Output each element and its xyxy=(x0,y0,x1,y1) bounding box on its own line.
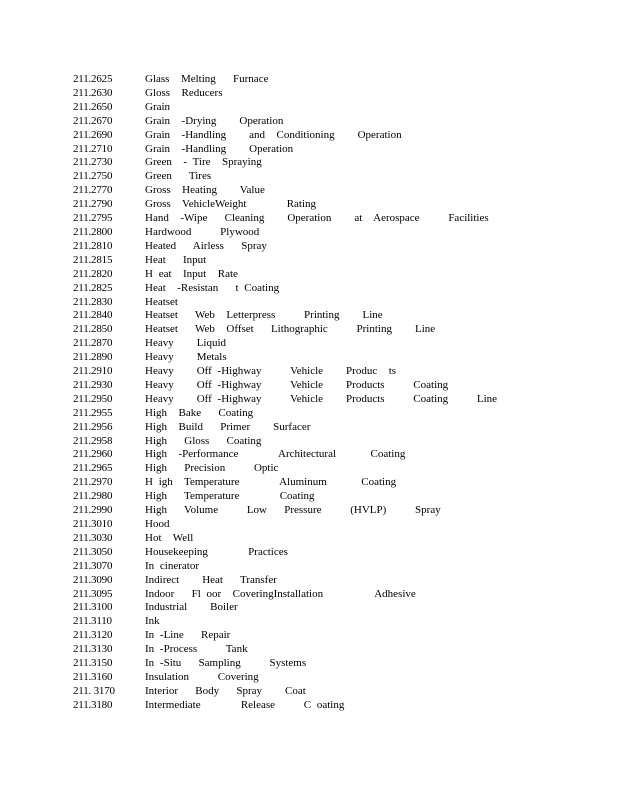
section-number: 211.2650 xyxy=(73,100,113,113)
definition-row xyxy=(73,546,497,560)
section-number: 211.2910 xyxy=(73,365,113,378)
definition-row xyxy=(73,532,497,546)
section-number: 211.2850 xyxy=(73,323,113,336)
definition-row xyxy=(73,407,497,421)
definition-row xyxy=(73,323,497,337)
defined-term: Hood xyxy=(145,518,170,530)
section-number: 211.2965 xyxy=(73,462,113,475)
defined-term: Industrial Boiler xyxy=(145,601,238,614)
section-number: 211.2800 xyxy=(73,225,113,238)
definition-row xyxy=(73,560,497,574)
section-number: 211.3100 xyxy=(73,601,113,614)
definition-row xyxy=(73,699,497,713)
defined-term: Heavy Liquid xyxy=(145,337,227,350)
defined-term: Heated Airless Spray xyxy=(145,239,267,252)
section-number: 211.2820 xyxy=(73,267,113,280)
defined-term: Ink xyxy=(145,615,160,628)
definition-row xyxy=(73,184,497,198)
defined-term: High Build Primer Surfacer xyxy=(145,420,311,433)
definition-row xyxy=(73,379,497,393)
definition-row xyxy=(73,518,497,532)
section-number: 211.3030 xyxy=(73,531,113,544)
defined-term: Heavy Off -Highway Vehicle Produc ts xyxy=(145,365,397,378)
section-number: 211.2956 xyxy=(73,420,113,433)
definition-row xyxy=(73,212,497,226)
definition-row xyxy=(73,115,497,129)
section-number: 211.2750 xyxy=(73,170,113,183)
section-number: 211.2825 xyxy=(73,281,113,294)
defined-term: In cinerator xyxy=(145,559,199,572)
defined-term: Housekeeping Practices xyxy=(145,545,288,558)
section-number: 211.3095 xyxy=(73,587,113,600)
section-number: 211.2810 xyxy=(73,239,113,252)
definition-row xyxy=(73,490,497,504)
defined-term: High Precision Optic xyxy=(145,462,279,475)
defined-term: In -Line Repair xyxy=(145,629,231,642)
definition-row xyxy=(73,254,497,268)
defined-term: Intermediate Release C oating xyxy=(145,698,345,711)
definition-row xyxy=(73,129,497,143)
defined-term: Grain -Handling and Conditioning Operation xyxy=(145,128,402,141)
defined-term: Gross VehicleWeight Rating xyxy=(145,198,317,211)
definition-row xyxy=(73,156,497,170)
section-number: 211.2815 xyxy=(73,253,113,266)
defined-term: Insulation Covering xyxy=(145,670,259,683)
section-number: 211.2670 xyxy=(73,114,113,127)
definition-row xyxy=(73,685,497,699)
section-number: 211.3120 xyxy=(73,629,113,642)
defined-term: High Gloss Coating xyxy=(145,434,262,447)
section-number: 211.3070 xyxy=(73,559,113,572)
defined-term: Green - Tire Spraying xyxy=(145,156,262,169)
definition-row xyxy=(73,504,497,518)
section-number: 211.2955 xyxy=(73,406,113,419)
definition-row xyxy=(73,73,497,87)
section-number: 211.2830 xyxy=(73,295,113,308)
definition-row xyxy=(73,601,497,615)
section-number: 211.2625 xyxy=(73,73,113,85)
definition-row xyxy=(73,143,497,157)
section-number: 211.2840 xyxy=(73,309,113,322)
definition-row xyxy=(73,588,497,602)
defined-term: Heatset Web Letterpress Printing Line xyxy=(145,309,383,322)
section-number: 211.2890 xyxy=(73,351,113,364)
defined-term: Hot Well xyxy=(145,531,194,544)
definition-row xyxy=(73,393,497,407)
definition-row xyxy=(73,365,497,379)
defined-term: Heat Input xyxy=(145,253,207,266)
defined-term: Glass Melting Furnace xyxy=(145,73,269,85)
definition-list xyxy=(73,73,497,713)
definition-row xyxy=(73,226,497,240)
defined-term: Grain xyxy=(145,100,171,113)
definition-row xyxy=(73,657,497,671)
section-number: 211.3150 xyxy=(73,657,113,670)
section-number: 211.3090 xyxy=(73,573,113,586)
defined-term: H eat Input Rate xyxy=(145,267,238,280)
section-number: 211. 3170 xyxy=(73,684,115,697)
definition-row xyxy=(73,462,497,476)
definition-row xyxy=(73,337,497,351)
definition-row xyxy=(73,643,497,657)
section-number: 211.2690 xyxy=(73,128,113,141)
section-number: 211.3180 xyxy=(73,698,113,711)
section-number: 211.2990 xyxy=(73,504,113,517)
defined-term: Indirect Heat Transfer xyxy=(145,573,277,586)
definition-row xyxy=(73,476,497,490)
definition-row xyxy=(73,296,497,310)
definition-row xyxy=(73,268,497,282)
defined-term: Hand -Wipe Cleaning Operation at Aerospace Facilities xyxy=(145,212,489,225)
defined-term: Heavy Off -Highway Vehicle Products Coating Line xyxy=(145,392,498,405)
defined-term: Heatset xyxy=(145,295,178,308)
defined-term: High Temperature Coating xyxy=(145,490,315,503)
section-number: 211.2958 xyxy=(73,434,113,447)
section-number: 211.2960 xyxy=(73,448,113,461)
defined-term: Green Tires xyxy=(145,170,212,183)
section-number: 211.3130 xyxy=(73,643,113,656)
defined-term: Heat -Resistan t Coating xyxy=(145,281,280,294)
defined-term: H igh Temperature Aluminum Coating xyxy=(145,476,397,489)
definition-row xyxy=(73,240,497,254)
definition-row xyxy=(73,574,497,588)
definition-row xyxy=(73,198,497,212)
defined-term: Heavy Metals xyxy=(145,351,227,364)
section-number: 211.2795 xyxy=(73,212,113,225)
definition-row xyxy=(73,87,497,101)
defined-term: In -Situ Sampling Systems xyxy=(145,657,307,670)
definition-row xyxy=(73,309,497,323)
defined-term: Heatset Web Offset Lithographic Printing Line xyxy=(145,323,436,336)
defined-term: High Bake Coating xyxy=(145,406,254,419)
section-number: 211.2980 xyxy=(73,490,113,503)
section-number: 211.2710 xyxy=(73,142,113,155)
definition-row xyxy=(73,170,497,184)
definition-row xyxy=(73,629,497,643)
section-number: 211.3110 xyxy=(73,615,112,628)
defined-term: Interior Body Spray Coat xyxy=(145,684,306,697)
definition-row xyxy=(73,615,497,629)
section-number: 211.2870 xyxy=(73,337,113,350)
section-number: 211.2790 xyxy=(73,198,113,211)
section-number: 211.2930 xyxy=(73,378,113,391)
definition-row xyxy=(73,671,497,685)
definition-row xyxy=(73,435,497,449)
defined-term: Heavy Off -Highway Vehicle Products Coating xyxy=(145,378,449,391)
defined-term: Indoor Fl oor CoveringInstallation Adhesive xyxy=(145,587,416,600)
defined-term: Gross Heating Value xyxy=(145,184,265,197)
section-number: 211.2950 xyxy=(73,392,113,405)
section-number: 211.3010 xyxy=(73,518,113,530)
definition-row xyxy=(73,351,497,365)
defined-term: High Volume Low Pressure (HVLP) Spray xyxy=(145,504,441,517)
section-number: 211.2730 xyxy=(73,156,113,169)
definition-row xyxy=(73,421,497,435)
defined-term: In -Process Tank xyxy=(145,643,248,656)
section-number: 211.3160 xyxy=(73,670,113,683)
defined-term: Gloss Reducers xyxy=(145,86,223,99)
defined-term: Grain -Handling Operation xyxy=(145,142,294,155)
defined-term: Hardwood Plywood xyxy=(145,225,260,238)
defined-term: Grain -Drying Operation xyxy=(145,114,284,127)
definition-row xyxy=(73,101,497,115)
defined-term: High -Performance Architectural Coating xyxy=(145,448,406,461)
definition-row xyxy=(73,282,497,296)
section-number: 211.2630 xyxy=(73,86,113,99)
section-number: 211.2770 xyxy=(73,184,113,197)
section-number: 211.3050 xyxy=(73,545,113,558)
definition-row xyxy=(73,448,497,462)
section-number: 211.2970 xyxy=(73,476,113,489)
